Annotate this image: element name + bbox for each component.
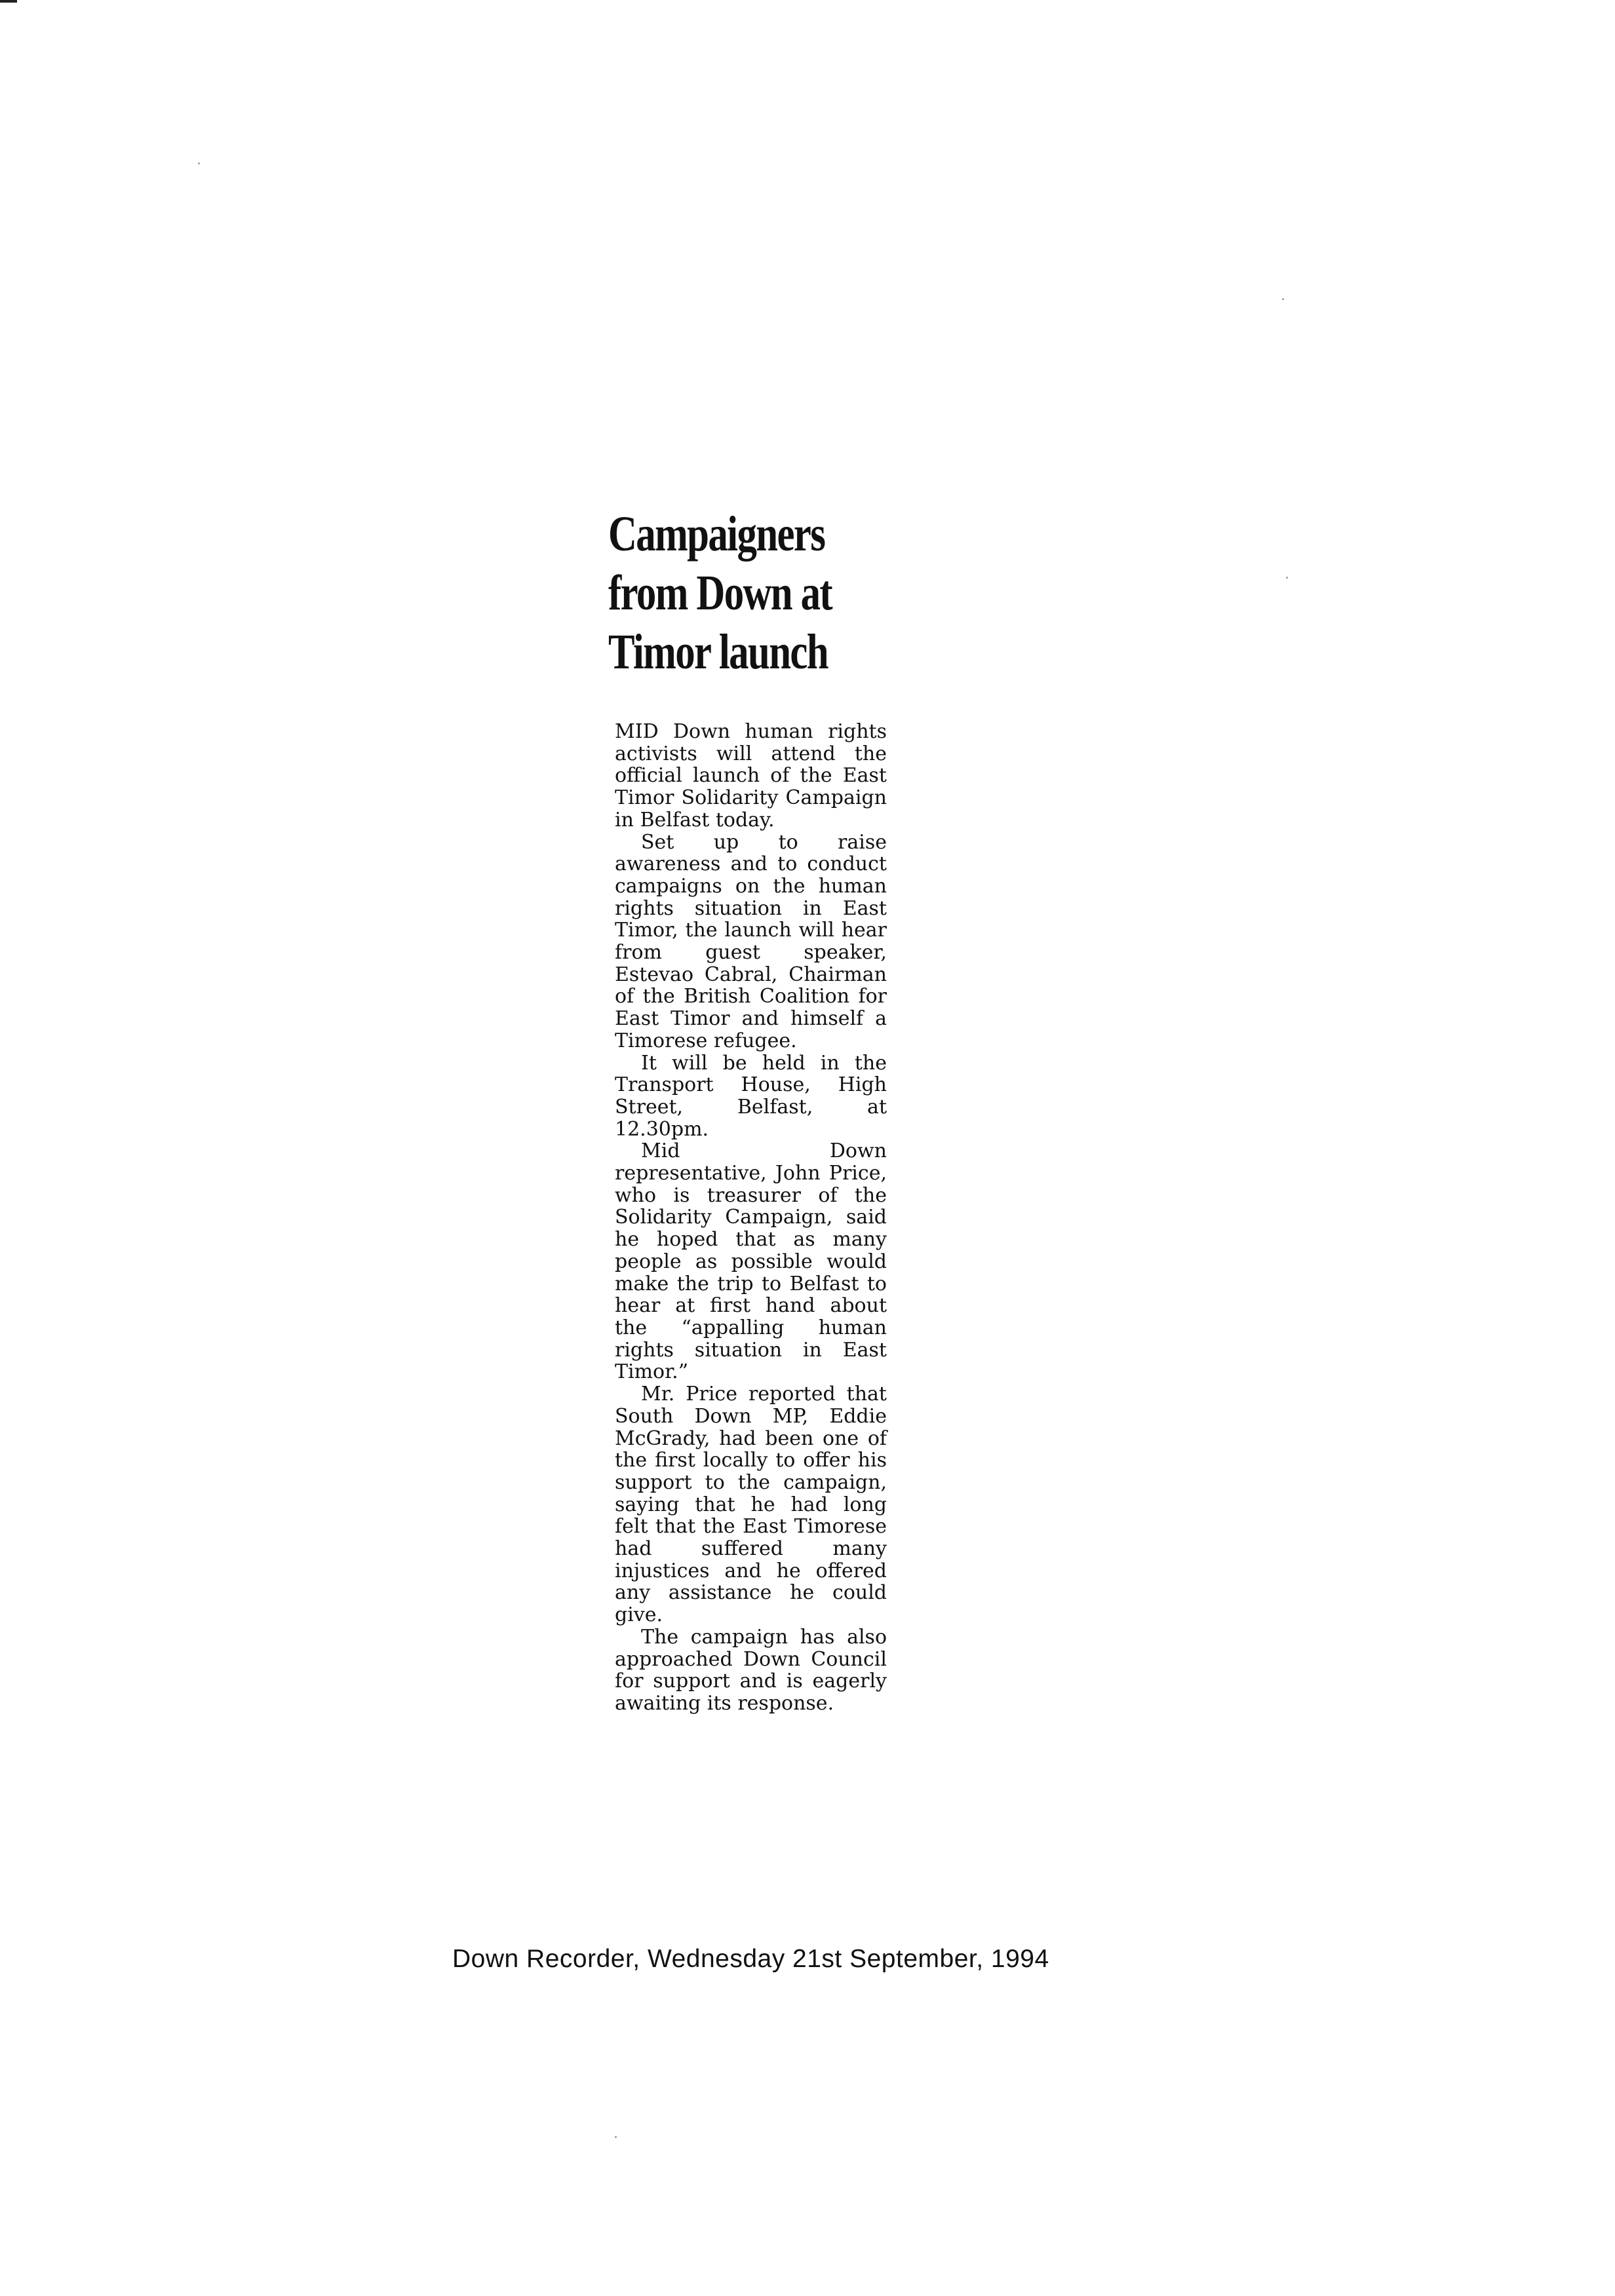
article-headline (608, 505, 834, 681)
scan-corner-mark (0, 0, 17, 3)
source-citation: Down Recorder, Wednesday 21st September, 1994 (452, 1945, 1049, 1973)
headline-line: Campaigners (608, 507, 825, 562)
scan-speck (615, 2136, 617, 2138)
article-paragraph: The campaign has also approached Down Council for support and is eagerly awaiting its response. (615, 1625, 887, 1715)
article-paragraph: MID Down human rights activists will attend the official launch of the East Timor Solidarity Campaign in Belfast today. (615, 720, 887, 832)
newspaper-clipping (608, 505, 890, 1715)
article-body (615, 721, 887, 1715)
scan-speck (198, 163, 200, 164)
headline-line: Timor launch (608, 624, 828, 679)
headline-line: from Down at (608, 565, 832, 621)
scan-speck (1286, 577, 1288, 579)
scan-speck (1282, 298, 1284, 300)
article-paragraph: It will be held in the Transport House, High Street, Belfast, at 12.30pm. (615, 1051, 887, 1141)
article-paragraph: Mr. Price reported that South Down MP, Eddie McGrady, had been one of the first locally to offer his support to the campaign, saying that he had long felt that the East Timorese had suffered many injustices and he offered any assistance he could give. (615, 1383, 887, 1627)
article-paragraph: Mid Down representative, John Price, who is treasurer of the Solidarity Campaign, said he hoped that as many people as possible would make the trip to Belfast to hear at first hand about the “appalling human rights situation in East Timor.” (615, 1139, 887, 1384)
article-paragraph: Set up to raise awareness and to conduct campaigns on the human rights situation in East Timor, the launch will hear from guest speaker, Estevao Cabral, Chairman of the British Coalition for East Timor and himself a Timorese refugee. (615, 830, 887, 1052)
